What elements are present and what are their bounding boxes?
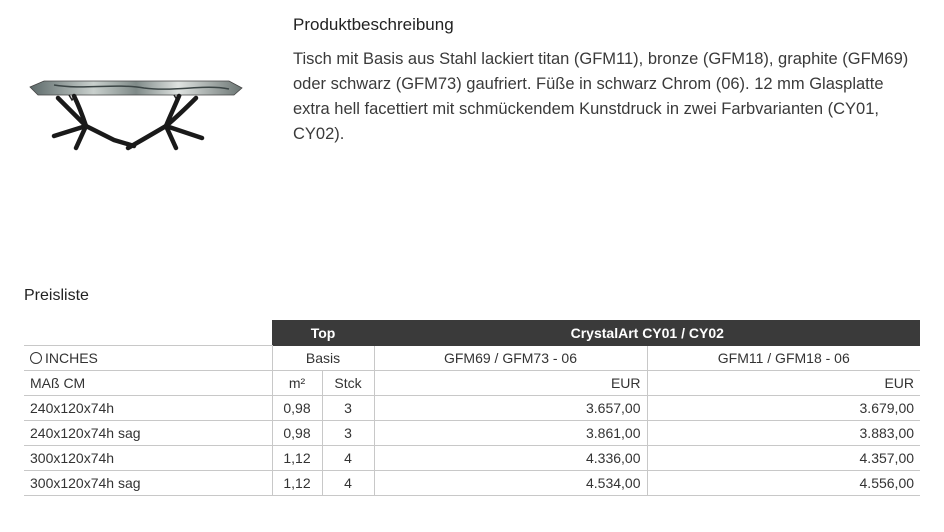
table-row [24, 396, 920, 421]
header-top: Top [272, 321, 374, 346]
qty-cell: 3 [322, 421, 374, 446]
empty-cell [24, 321, 272, 346]
price-1-cell: 3.657,00 [374, 396, 647, 421]
table-header-row [24, 321, 920, 346]
qty-cell: 3 [322, 396, 374, 421]
currency-1: EUR [374, 371, 647, 396]
units-option-label: INCHES [45, 350, 98, 366]
description-text: Tisch mit Basis aus Stahl lackiert titan (GFM11), bronze (GFM18), graphite (GFM69) oder schwarz (GFM73) gaufriert. Füße in schwarz Chrom (06). 12 mm Glasplatte extra hell facettiert mit schmückendem Kunstdruck in zwei Farbvarianten (CY01, CY02). [293, 50, 909, 143]
qty-cell: 4 [322, 446, 374, 471]
m2-cell: 0,98 [272, 421, 322, 446]
price-2-cell: 4.357,00 [647, 446, 920, 471]
price-2-cell: 3.883,00 [647, 421, 920, 446]
m2-cell: 0,98 [272, 396, 322, 421]
size-cell: 300x120x74h sag [24, 471, 272, 496]
qty-header: Stck [322, 371, 374, 396]
product-image [24, 68, 246, 154]
m2-cell: 1,12 [272, 471, 322, 496]
variant-2-label: GFM11 / GFM18 - 06 [647, 346, 920, 371]
m2-header: m² [272, 371, 322, 396]
table-subheader-row [24, 346, 920, 371]
qty-cell: 4 [322, 471, 374, 496]
description-title: Produktbeschreibung [293, 15, 454, 34]
price-1-cell: 4.534,00 [374, 471, 647, 496]
table-row [24, 471, 920, 496]
table-row [24, 421, 920, 446]
price-2-cell: 4.556,00 [647, 471, 920, 496]
variant-1-label: GFM69 / GFM73 - 06 [374, 346, 647, 371]
price-1-cell: 3.861,00 [374, 421, 647, 446]
size-cell: 300x120x74h [24, 446, 272, 471]
header-crystalart: CrystalArt CY01 / CY02 [374, 321, 920, 346]
units-toggle[interactable] [24, 346, 272, 371]
table-row [24, 446, 920, 471]
basis-label: Basis [272, 346, 374, 371]
size-cell: 240x120x74h [24, 396, 272, 421]
m2-cell: 1,12 [272, 446, 322, 471]
radio-icon[interactable] [30, 352, 42, 364]
currency-2: EUR [647, 371, 920, 396]
size-cell: 240x120x74h sag [24, 421, 272, 446]
pricelist-title: Preisliste [24, 287, 89, 304]
price-table [24, 320, 920, 496]
size-header: MAß CM [24, 371, 272, 396]
price-2-cell: 3.679,00 [647, 396, 920, 421]
price-1-cell: 4.336,00 [374, 446, 647, 471]
table-units-row [24, 371, 920, 396]
